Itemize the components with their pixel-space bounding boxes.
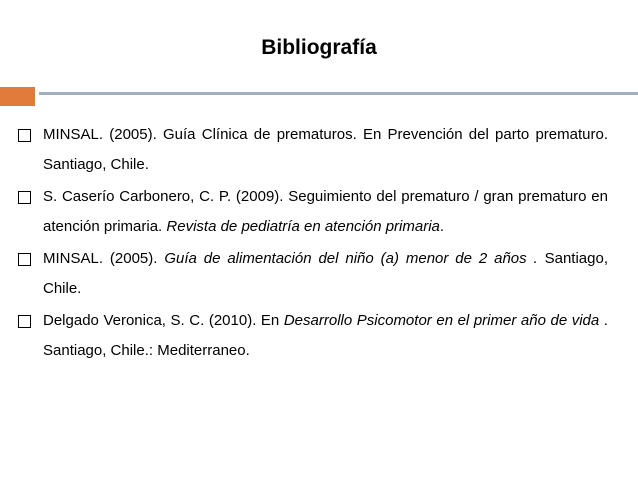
divider-line (39, 92, 638, 95)
reference-part: Santiago, Chile. (43, 250, 608, 297)
reference-item (18, 306, 608, 366)
reference-part: MINSAL. (2005). (43, 250, 165, 267)
square-bullet-icon (18, 191, 31, 204)
reference-part: . Santiago, Chile.: Mediterraneo. (43, 312, 608, 359)
reference-part: Delgado Veronica, S. C. (2010). En (43, 312, 284, 329)
reference-item (18, 120, 608, 180)
reference-item (18, 182, 608, 242)
reference-part-italic: Guía de alimentación del niño (a) menor de 2 años . (164, 250, 538, 267)
reference-part-italic: Revista de pediatría en atención primaria (166, 218, 440, 235)
accent-block (0, 87, 35, 106)
reference-part: MINSAL. (2005). Guía Clínica de prematuros. En Prevención del parto prematuro. Santiago, Chile. (43, 126, 608, 173)
reference-part: . (439, 218, 445, 235)
slide-title: Bibliografía (261, 36, 377, 59)
reference-item (18, 244, 608, 304)
square-bullet-icon (18, 129, 31, 142)
reference-text (43, 182, 608, 242)
reference-text (43, 120, 608, 180)
square-bullet-icon (18, 253, 31, 266)
reference-part: S. Caserío Carbonero, C. P. (2009). Seguimiento del prematuro / gran prematuro en atención primaria. (43, 188, 608, 235)
bibliography-list (18, 120, 608, 368)
square-bullet-icon (18, 315, 31, 328)
reference-text (43, 306, 608, 366)
reference-part-italic: Desarrollo Psicomotor en el primer año de vida (283, 312, 600, 329)
reference-text (43, 244, 608, 304)
